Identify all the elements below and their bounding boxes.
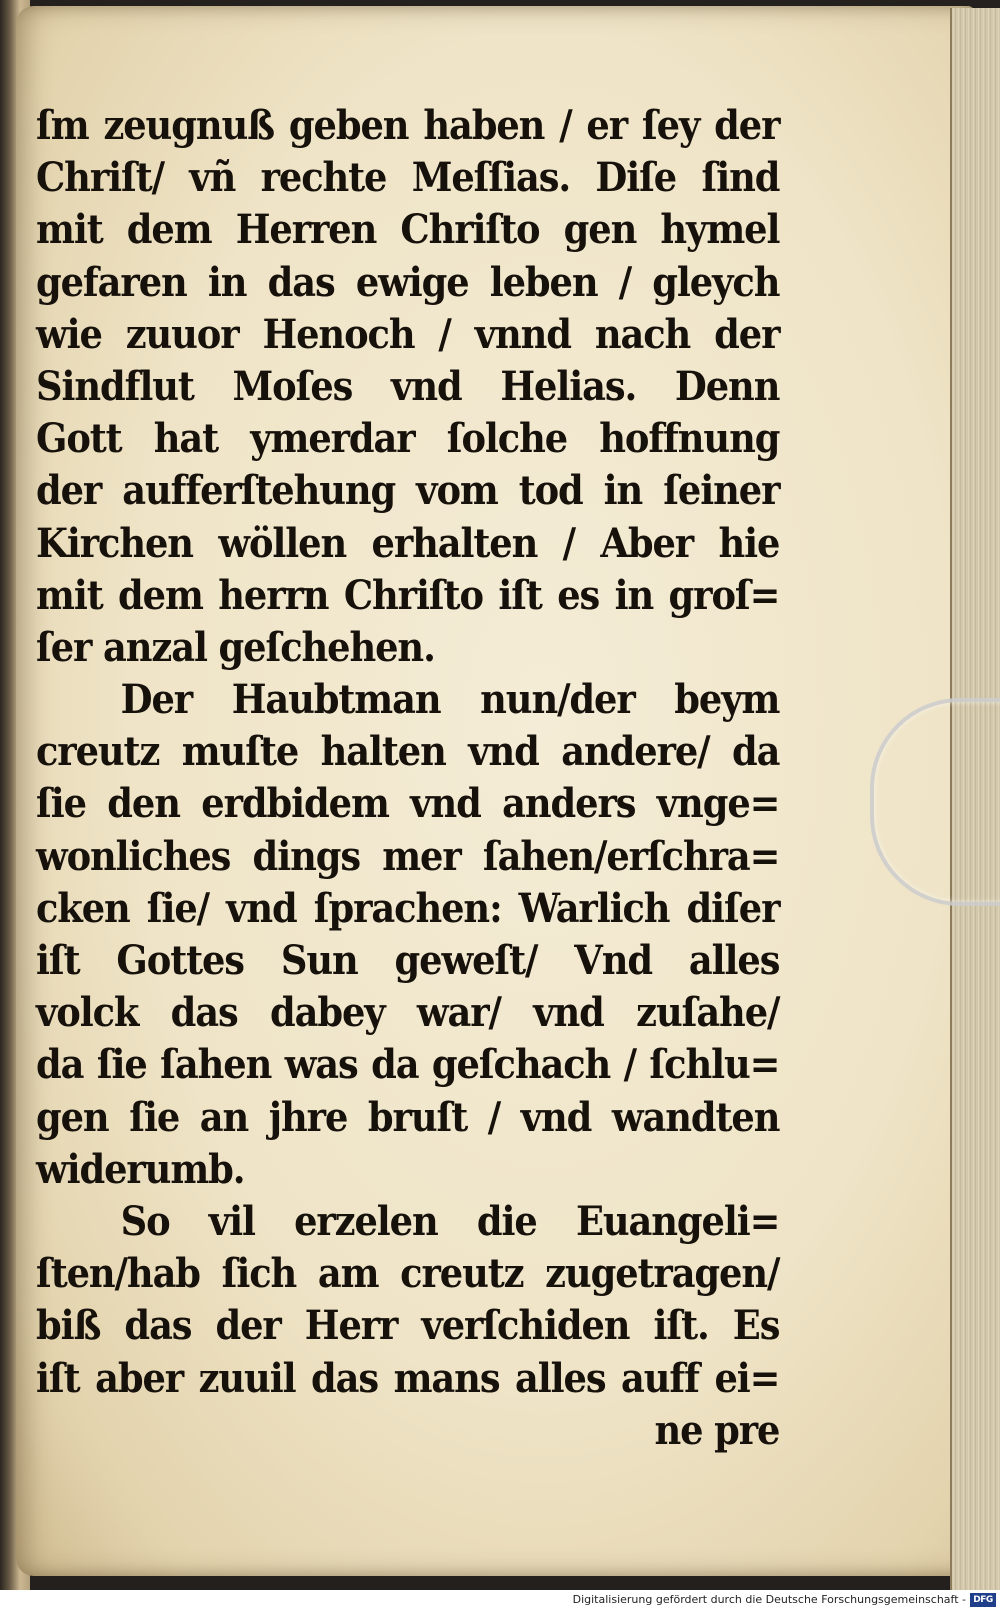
text-line: iſt Gottes Sun geweſt/ Vnd alles xyxy=(36,937,780,984)
footer-bar xyxy=(0,1590,1000,1611)
text-line: mit dem herrn Chriſto iſt es in groſ= xyxy=(36,571,780,619)
text-line: ſten/hab ſich am creutz zugetragen/ xyxy=(36,1250,780,1298)
text-line: iſt aber zuuil das mans alles auff ei= xyxy=(36,1354,780,1402)
funding-credit: Digitalisierung gefördert durch die Deutsche Forschungsgemeinschaft - xyxy=(572,1593,966,1606)
text-line: da ſie ſahen was da geſchach / ſchlu= xyxy=(36,1041,780,1089)
text-line: creutz muſte halten vnd andere/ da xyxy=(36,728,780,776)
dfg-logo: DFG xyxy=(970,1593,996,1607)
catchword: ne pre xyxy=(654,1406,780,1454)
text-line: cken ſie/ vnd ſprachen: Warlich diſer xyxy=(36,884,780,932)
text-line: wonliches dings mer ſahen/erſchra= xyxy=(36,832,780,880)
text-line: wie zuuor Henoch / vnnd nach der xyxy=(36,310,780,358)
text-line: Sindflut Moſes vnd Helias. Denn xyxy=(36,362,780,410)
text-line: ſer anzal geſchehen. xyxy=(36,623,435,671)
text-line: der aufferſtehung vom tod in ſeiner xyxy=(36,467,780,515)
text-line: mit dem Herren Chriſto gen hymel xyxy=(36,206,780,254)
text-line: biß das der Herr verſchiden iſt. Es xyxy=(36,1302,780,1350)
text-line-paragraph-start: So vil erzelen die Euangeli= xyxy=(120,1197,780,1245)
text-line: Gott hat ymerdar ſolche hoffnung xyxy=(36,415,780,463)
text-line: Kirchen wöllen erhalten / Aber hie xyxy=(36,519,780,567)
text-line: gefaren in das ewige leben / gleych xyxy=(36,258,780,306)
text-line: gen ſie an jhre bruſt / vnd wandten xyxy=(36,1093,780,1141)
main-text-block xyxy=(36,100,780,1457)
text-line: volck das dabey war/ vnd zuſahe/ xyxy=(36,989,780,1037)
text-line-paragraph-start: Der Haubtman nun/der beym xyxy=(120,676,780,724)
text-line: Chriſt/ vñ rechte Meſſias. Diſe ſind xyxy=(36,154,780,202)
text-line: ſm zeugnuß geben haben / er ſey der xyxy=(36,102,780,149)
text-line: widerumb. xyxy=(36,1145,245,1193)
text-line: ſie den erdbidem vnd anders vnge= xyxy=(36,780,780,828)
